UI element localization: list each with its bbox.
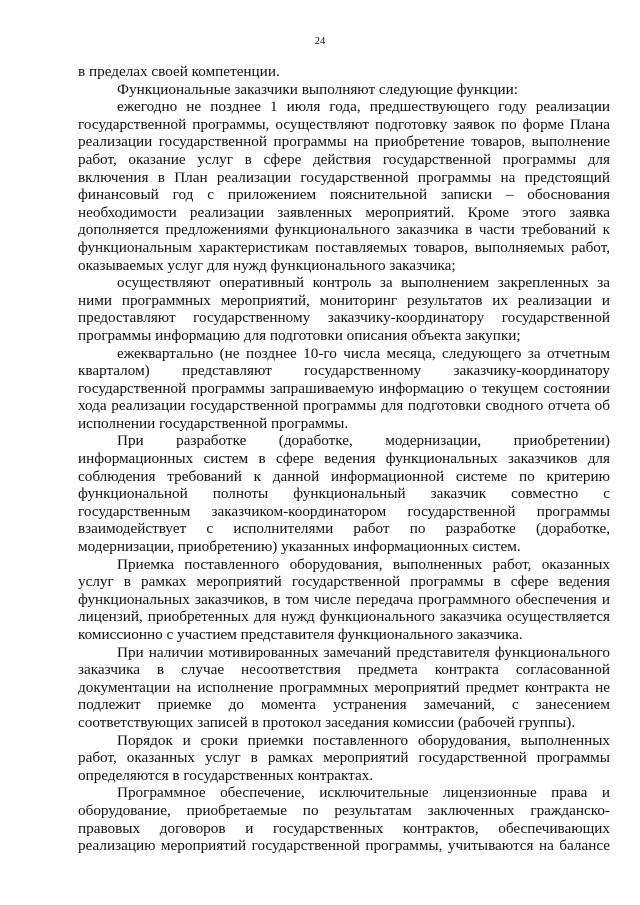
paragraph: При разработке (доработке, модернизации, приобретении) информационных систем в сфере ведения функциональных заказчиков для соблюдения требований к данной информационной системе по критерию функциональной полноты функциональный заказчик совместно с государственным заказчиком-координатором государственной программы взаимодействует с исполнителями работ по разработке (доработке, модернизации, приобретению) указанных информационных систем. bbox=[78, 432, 610, 556]
paragraph: осуществляют оперативный контроль за выполнением закрепленных за ними программных мероприятий, мониторинг результатов их реализации и предоставляют государственному заказчику-координатору государственной программы информацию для подготовки описания объекта закупки; bbox=[78, 274, 610, 344]
page-number: 24 bbox=[314, 36, 326, 47]
paragraph: Приемка поставленного оборудования, выполненных работ, оказанных услуг в рамках мероприятий государственной программы в сфере ведения функциональных заказчиков, в том числе передача программного обеспечения и лицензий, приобретенных для нужд функционального заказчика осуществляется комиссионно с участием представителя функционального заказчика. bbox=[78, 555, 610, 643]
paragraph: Программное обеспечение, исключительные лицензионные права и оборудование, приобретаемые по результатам заключенных гражданско-правовых договоров и государственных контрактов, обеспечивающих реализацию мероприятий государственной программы, учитываются на балансе bbox=[78, 784, 610, 855]
paragraph: Функциональные заказчики выполняют следующие функции: bbox=[117, 80, 518, 98]
paragraph: ежегодно не позднее 1 июля года, предшествующего году реализации государственной программы, осуществляют подготовку заявок по форме Плана реализации государственной программы на приобретение товаров, выполнение работ, оказание услуг в сфере действия государственной программы для включения в План реализации государственной программы на предстоящий финансовый год с приложением пояснительной записки – обоснования необходимости реализации заявленных мероприятий. Кроме этого заявка дополняется предложениями функционального заказчика в части требований к функциональным характеристикам поставляемых товаров, выполняемых работ, оказываемых услуг для нужд функционального заказчика; bbox=[78, 98, 610, 274]
document-body bbox=[78, 63, 610, 855]
paragraph: При наличии мотивированных замечаний представителя функционального заказчика в случае несоответствия предмета контракта согласованной документации на исполнение программных мероприятий предмет контракта не подлежит приемке до момента устранения замечаний, с занесением соответствующих записей в протокол заседания комиссии (рабочей группы). bbox=[78, 643, 610, 731]
paragraph: Порядок и сроки приемки поставленного оборудования, выполненных работ, оказанных услуг в рамках мероприятий государственной программы определяются в государственных контрактах. bbox=[78, 731, 610, 784]
paragraph: ежеквартально (не позднее 10-го числа месяца, следующего за отчетным кварталом) представляют государственному заказчику-координатору государственной программы запрашиваемую информацию о текущем состоянии хода реализации государственной программы для подготовки сводного отчета об исполнении государственной программы. bbox=[78, 344, 610, 432]
paragraph: в пределах своей компетенции. bbox=[78, 63, 280, 80]
